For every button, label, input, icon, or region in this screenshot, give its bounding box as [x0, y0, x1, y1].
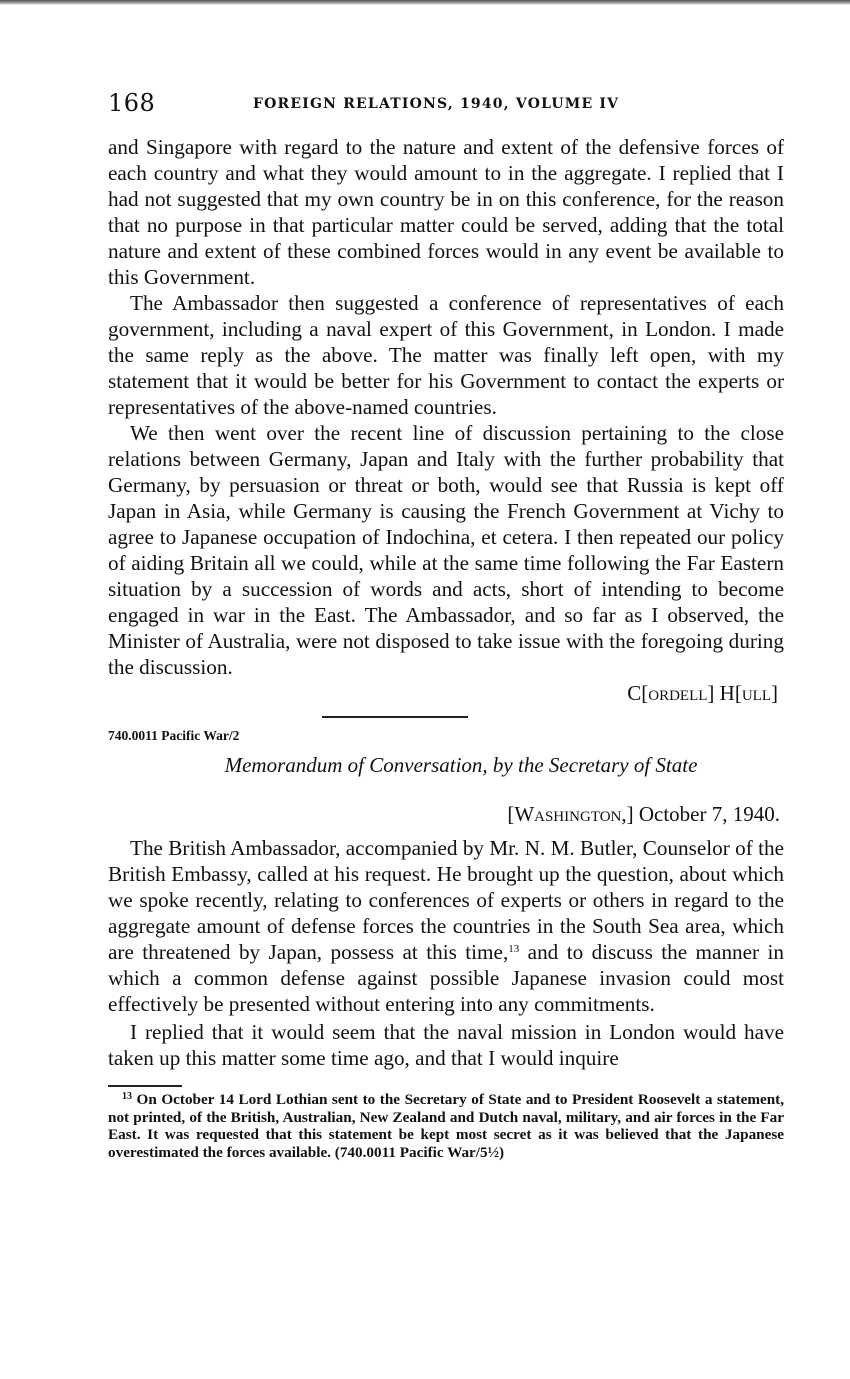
footnote-rule: [108, 1085, 182, 1087]
memo-paragraph-1: [108, 835, 784, 1017]
memo-paragraph-2: I replied that it would seem that the naval mission in London would have taken up this matter some time ago, and that I would inquire: [108, 1020, 784, 1070]
date-place: Washington: [514, 802, 622, 826]
running-header: [108, 88, 784, 118]
continued-paragraph: and Singapore with regard to the nature and extent of the defensive forces of each country and what they would amount to in the aggregate. I replied that I had not suggested that my own country be in on this conference, for the reason that no purpose in that particular matter could be served, adding that the total nature and extent of these combined forces would in any event be available to this Government.: [108, 135, 784, 289]
document-page: [108, 88, 784, 1176]
date-line: [Washington,] October 7, 1940.: [507, 802, 780, 826]
memo-paragraph-1-text: The British Ambassador, accompanied by Mr. N. M. Butler, Counselor of the British Embassy, called at his request. He brought up the question, about which we spoke recently, relating to conferences of experts or others in regard to the aggregate amount of defense forces the countries in the South Sea area, which are threatened by Japan, possess at this time,: [108, 836, 784, 964]
footnote-text: On October 14 Lord Lothian sent to the Secretary of State and to President Roosevelt a statement, not printed, of the British, Australian, New Zealand and Dutch naval, military, and air forces in the Far East. It was requested that this statement be kept most secret as it was believed that the Japanese overestimated the forces available. (740.0011 Pacific War/5½): [108, 1091, 785, 1161]
section-separator: [322, 716, 468, 718]
signature-first-rest: ordell: [648, 681, 708, 705]
page-number: 168: [108, 89, 156, 117]
running-header-title: FOREIGN RELATIONS, 1940, VOLUME IV: [253, 96, 620, 112]
footnote: [108, 1091, 784, 1161]
paragraph-ambassador-conference: The Ambassador then suggested a conference of representatives of each government, including a naval expert of this Government, in London. I made the same reply as the above. The matter was finally left open, with my statement that it would be better for his Government to contact the experts or representatives of the above-named countries.: [108, 291, 784, 419]
file-reference: 740.0011 Pacific War/2: [108, 728, 240, 743]
paragraph-discussion: We then went over the recent line of discussion pertaining to the close relations between Germany, Japan and Italy with the further probability that Germany, by persuasion or threat or both, would see that Russia is kept off Japan in Asia, while Germany is causing the French Government at Vichy to agree to Japanese occupation of Indochina, et cetera. I then repeated our policy of aiding Britain all we could, while at the same time following the Far Eastern situation by a succession of words and acts, short of intending to become engaged in war in the East. The Ambassador, and so far as I observed, the Minister of Australia, were not disposed to take issue with the foregoing during the discussion.: [108, 421, 784, 679]
signature-last-initial: H: [719, 681, 735, 705]
document-title: Memorandum of Conversation, by the Secretary of State: [224, 753, 698, 777]
memo-paragraph-1-continuation: and to discuss the manner in which a common defense against possible Japanese invasion could most effectively be presented without entering into any commitments.: [108, 940, 784, 1016]
signature-first-initial: C: [627, 681, 642, 705]
signature-last-rest: ull: [741, 681, 771, 705]
page-top-edge: [0, 0, 850, 5]
footnote-marker: 13: [122, 1091, 132, 1102]
footnote-reference: 13: [508, 943, 520, 955]
date: October 7, 1940.: [638, 802, 780, 826]
signature: C[ordell] H[ull]: [627, 681, 778, 705]
